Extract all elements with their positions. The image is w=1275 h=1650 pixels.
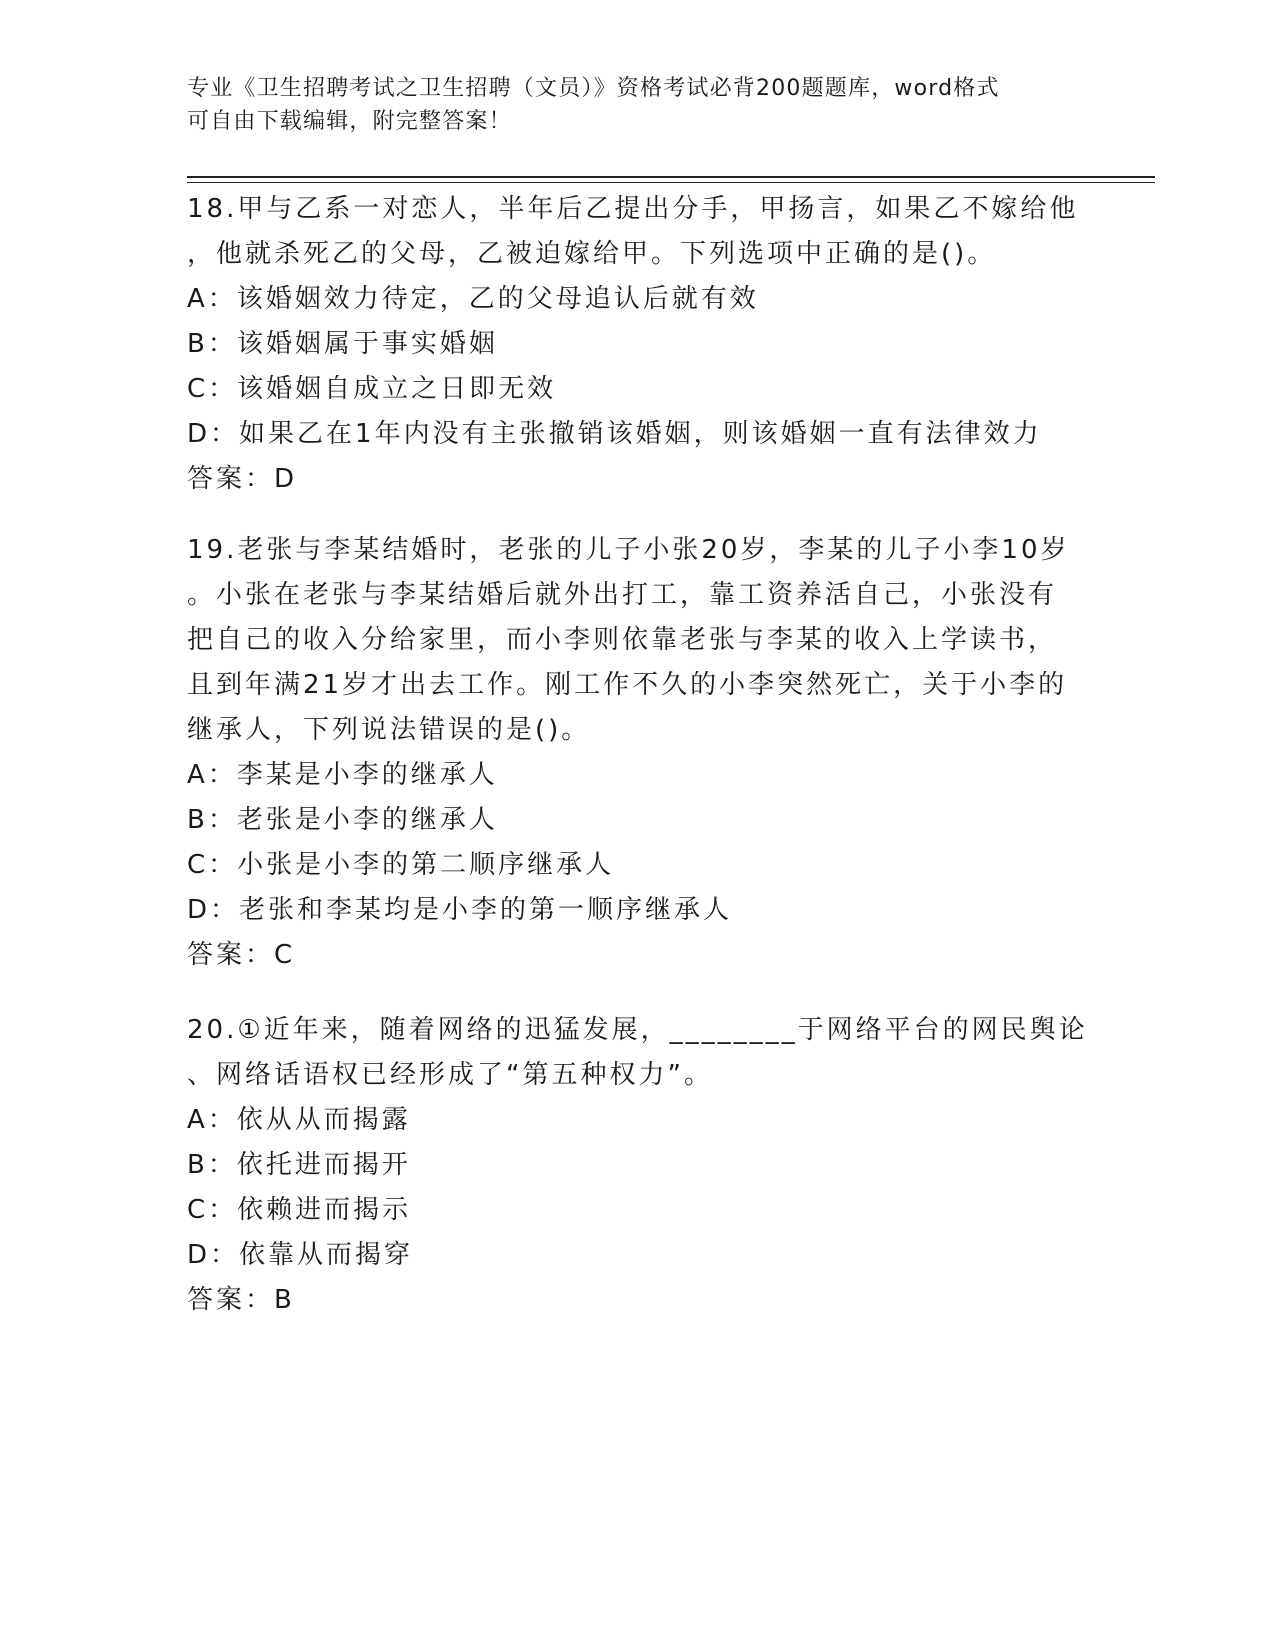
question-19 (187, 528, 1087, 978)
option-d: D：如果乙在1年内没有主张撤销该婚姻，则该婚姻一直有法律效力 (187, 419, 1042, 449)
question-text-line: 、网络话语权已经形成了“第五种权力”。 (187, 1060, 713, 1090)
answer-line: 答案：D (187, 464, 298, 494)
answer-line: 答案：C (187, 940, 296, 970)
question-20 (187, 1008, 1087, 1323)
option-c: C：小张是小李的第二顺序继承人 (187, 850, 615, 880)
option-a: A：该婚姻效力待定，乙的父母追认后就有效 (187, 284, 759, 314)
question-text-line: 20.①近年来，随着网络的迅猛发展，________于网络平台的网民舆论 (187, 1015, 1088, 1045)
option-c: C：依赖进而揭示 (187, 1195, 412, 1225)
question-text-line: 把自己的收入分给家里，而小李则依靠老张与李某的收入上学读书， (187, 625, 1058, 655)
question-text-line: 继承人，下列说法错误的是()。 (187, 715, 591, 745)
question-text-line: ，他就杀死乙的父母，乙被迫嫁给甲。下列选项中正确的是()。 (187, 239, 997, 269)
option-c: C：该婚姻自成立之日即无效 (187, 374, 557, 404)
question-text-line: 18.甲与乙系一对恋人，半年后乙提出分手，甲扬言，如果乙不嫁给他 (187, 194, 1079, 224)
header-line-1: 专业《卫生招聘考试之卫生招聘（文员）》资格考试必背200题题库，word格式 (187, 76, 1000, 101)
header-divider-thin (187, 182, 1155, 183)
question-text-line: 19.老张与李某结婚时，老张的儿子小张20岁，李某的儿子小李10岁 (187, 535, 1070, 565)
option-b: B：依托进而揭开 (187, 1150, 411, 1180)
answer-line: 答案：B (187, 1285, 295, 1315)
option-a: A：依从从而揭露 (187, 1105, 411, 1135)
question-text-line: 。小张在老张与李某结婚后就外出打工，靠工资养活自己，小张没有 (187, 580, 1058, 610)
question-text-line: 且到年满21岁才出去工作。刚工作不久的小李突然死亡，关于小李的 (187, 670, 1068, 700)
option-b: B：该婚姻属于事实婚姻 (187, 329, 498, 359)
header-divider-thick (187, 176, 1155, 178)
question-18 (187, 187, 1087, 502)
header-line-2: 可自由下载编辑，附完整答案！ (187, 109, 512, 134)
option-d: D：依靠从而揭穿 (187, 1240, 414, 1270)
option-b: B：老张是小李的继承人 (187, 805, 498, 835)
option-a: A：李某是小李的继承人 (187, 760, 498, 790)
document-header (187, 72, 1067, 138)
option-d: D：老张和李某均是小李的第一顺序继承人 (187, 895, 733, 925)
